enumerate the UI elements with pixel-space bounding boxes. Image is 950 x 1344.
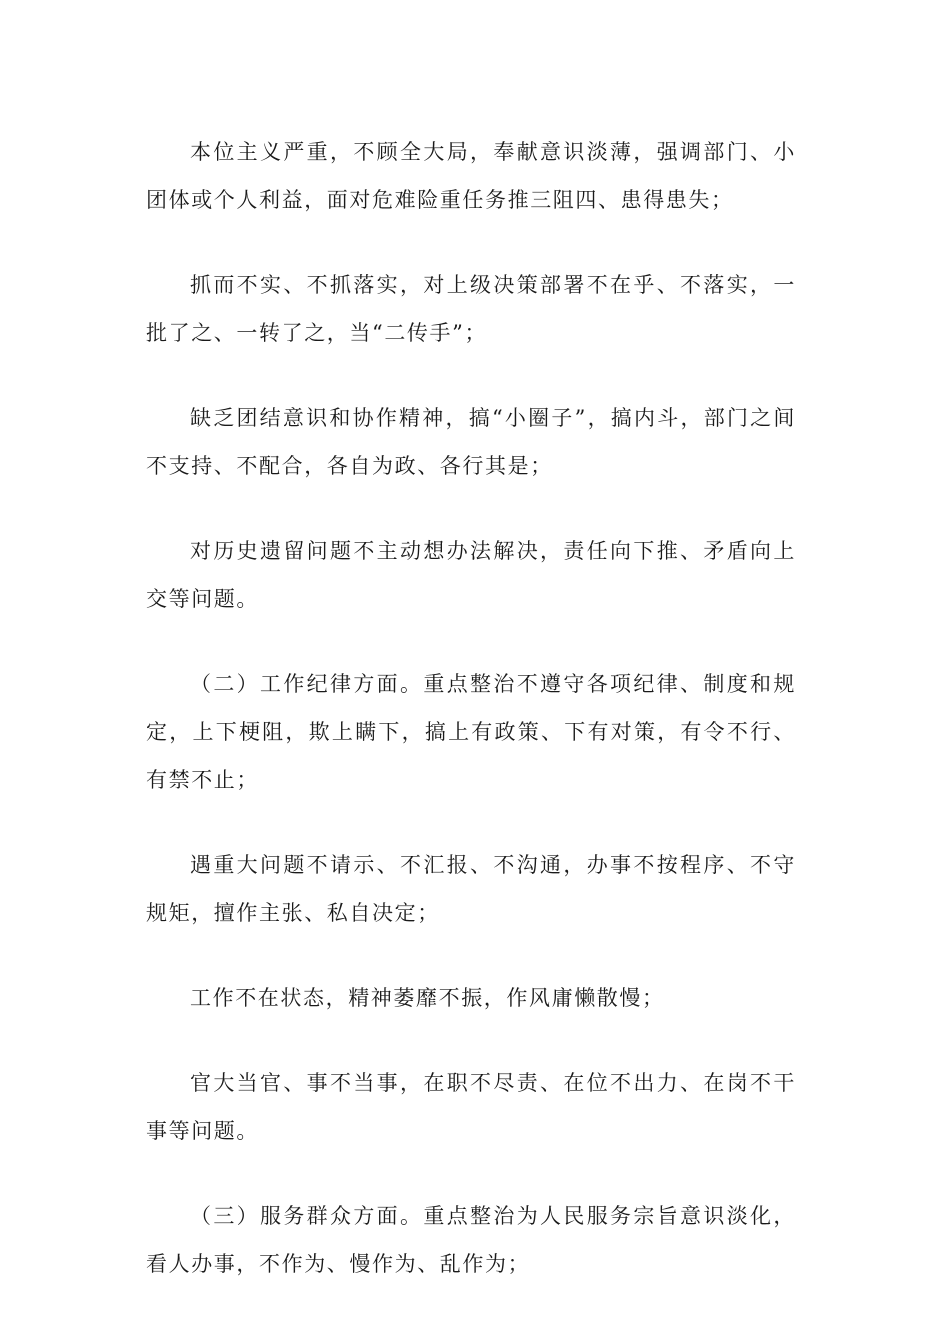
paragraph-3: 缺乏团结意识和协作精神，搞“小圈子”，搞内斗，部门之间不支持、不配合，各自为政、各行其是； xyxy=(146,406,796,478)
document-body xyxy=(146,128,796,1325)
section-heading-paragraph-3: （三）服务群众方面。重点整治为人民服务宗旨意识淡化，看人办事，不作为、慢作为、乱作为； xyxy=(146,1204,796,1276)
section-heading-paragraph-2: （二）工作纪律方面。重点整治不遵守各项纪律、制度和规定，上下梗阻，欺上瞒下，搞上有政策、下有对策，有令不行、有禁不止； xyxy=(146,672,796,792)
paragraph-8: 官大当官、事不当事，在职不尽责、在位不出力、在岗不干事等问题。 xyxy=(146,1071,796,1143)
paragraph-1: 本位主义严重，不顾全大局，奉献意识淡薄，强调部门、小团体或个人利益，面对危难险重任务推三阻四、患得患失； xyxy=(146,140,796,212)
paragraph-4: 对历史遗留问题不主动想办法解决，责任向下推、矛盾向上交等问题。 xyxy=(146,539,796,611)
paragraph-2: 抓而不实、不抓落实，对上级决策部署不在乎、不落实，一批了之、一转了之，当“二传手”； xyxy=(146,273,796,345)
paragraph-6: 遇重大问题不请示、不汇报、不沟通，办事不按程序、不守规矩，擅作主张、私自决定； xyxy=(146,853,796,925)
paragraph-7: 工作不在状态，精神萎靡不振，作风庸懒散慢； xyxy=(190,986,665,1010)
